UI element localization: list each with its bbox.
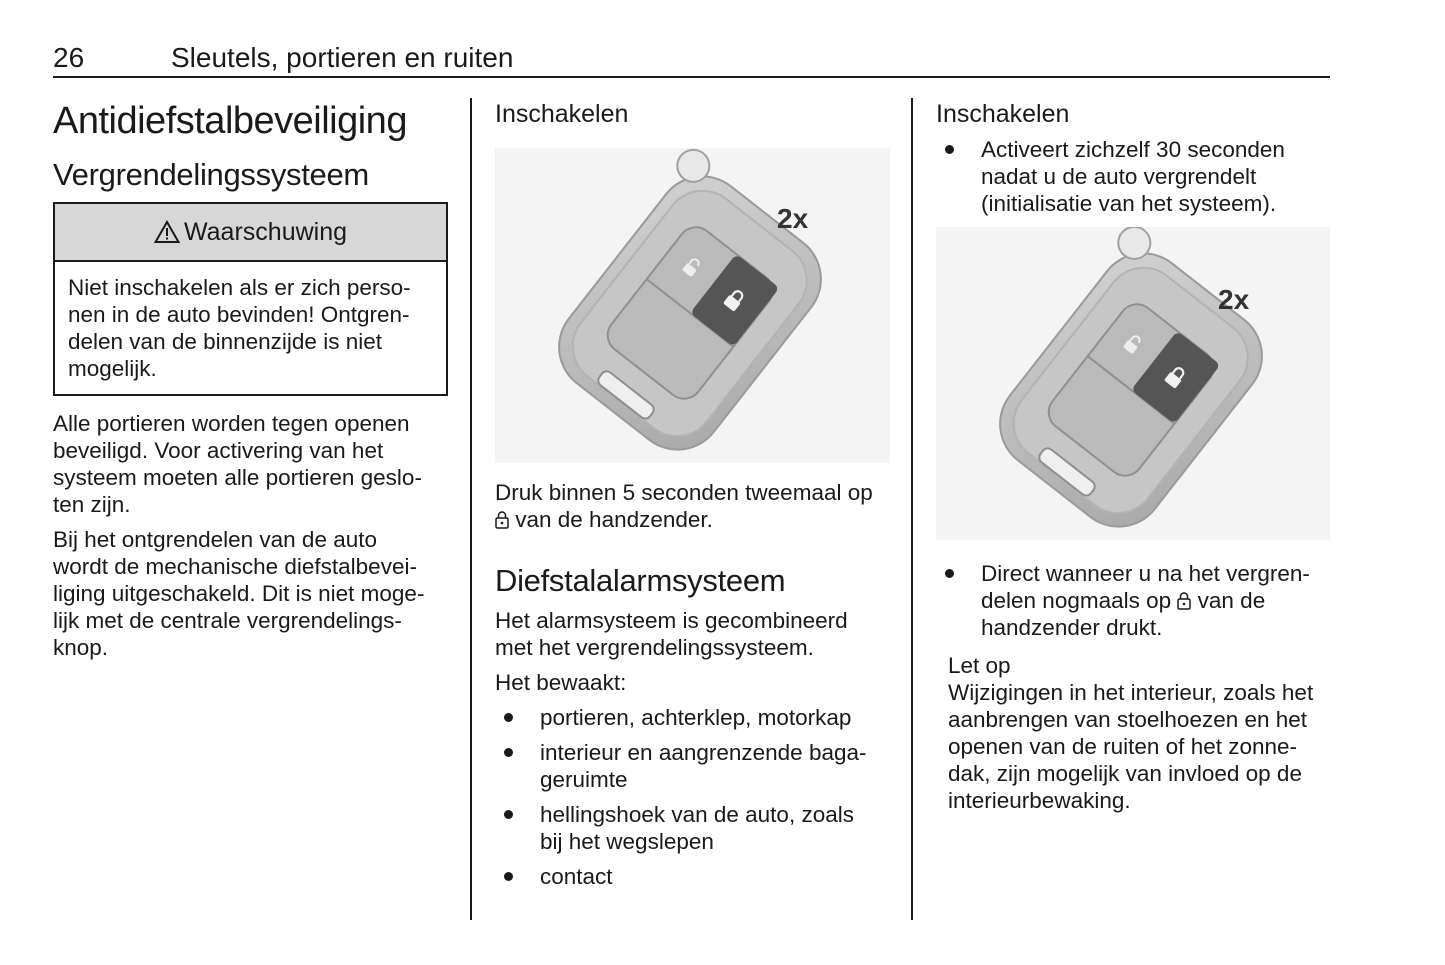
text-line: beveiligd. Voor activering van het xyxy=(53,438,384,463)
text-line: Wijzigingen in het interieur, zoals het xyxy=(948,680,1314,705)
text-line: systeem moeten alle portieren geslo- xyxy=(53,465,422,490)
text-line: nen in de auto bevinden! Ontgren- xyxy=(68,302,410,327)
section-heading: Inschakelen xyxy=(936,100,1070,128)
car-key-remote-icon xyxy=(495,148,890,463)
paragraph xyxy=(495,607,890,661)
warning-label: Waarschuwing xyxy=(183,217,348,246)
text-line: Het alarmsysteem is gecombineerd xyxy=(495,608,848,633)
subsection-title: Vergrendelingssysteem xyxy=(53,157,369,192)
warning-triangle-icon xyxy=(154,220,180,244)
paragraph xyxy=(53,410,448,518)
column-middle xyxy=(495,98,890,890)
car-key-remote-icon xyxy=(936,227,1330,540)
activation-list xyxy=(936,136,1330,217)
press-count-label: 2x xyxy=(1218,284,1250,315)
warning-text xyxy=(55,262,446,394)
list-item: hellingshoek van de auto, zoals bij het wegslepen xyxy=(495,801,890,855)
column-divider xyxy=(470,98,472,920)
column-right xyxy=(936,98,1330,814)
list-item: interieur en aangrenzende baga- geruimte xyxy=(495,739,890,793)
text-line: ten zijn. xyxy=(53,492,131,517)
note-block xyxy=(936,652,1330,814)
text-line: met het vergrendelingssysteem. xyxy=(495,635,814,660)
text-line: lijk met de centrale vergrendelings- xyxy=(53,608,402,633)
text-line: Niet inschakelen als er zich perso- xyxy=(68,275,411,300)
text-line: aanbrengen van stoelhoezen en het xyxy=(948,707,1308,732)
text-line: liging uitgeschakeld. Dit is niet moge- xyxy=(53,581,425,606)
text-line: openen van de ruiten of het zonne- xyxy=(948,734,1298,759)
text-line: wordt de mechanische diefstalbevei- xyxy=(53,554,417,579)
text-line: mogelijk. xyxy=(68,356,157,381)
text-line: knop. xyxy=(53,635,109,660)
text-line: Alle portieren worden tegen openen xyxy=(53,411,410,436)
warning-header xyxy=(55,204,446,262)
section-title: Antidiefstalbeveiliging xyxy=(53,100,407,142)
monitors-label: Het bewaakt: xyxy=(495,670,627,695)
list-item: Direct wanneer u na het vergren- delen nogmaals op van de handzender drukt. xyxy=(936,560,1330,641)
press-count-label: 2x xyxy=(777,203,809,234)
section-heading: Inschakelen xyxy=(495,100,629,128)
column-divider xyxy=(911,98,913,920)
page-number: 26 xyxy=(53,42,85,73)
figure-caption xyxy=(495,479,890,533)
note-title: Let op xyxy=(948,653,1011,678)
lock-icon xyxy=(1177,591,1191,611)
chapter-title: Sleutels, portieren en ruiten xyxy=(171,42,514,73)
text-line: delen van de binnenzijde is niet xyxy=(68,329,382,354)
list-item: portieren, achterklep, motorkap xyxy=(495,704,890,731)
column-left xyxy=(53,98,448,661)
page-header xyxy=(53,40,1330,78)
monitored-list xyxy=(495,704,890,890)
text-line: interieurbewaking. xyxy=(948,788,1131,813)
text-line: Druk binnen 5 seconden tweemaal op xyxy=(495,480,873,505)
lock-icon xyxy=(495,510,509,530)
text-line xyxy=(495,506,890,533)
list-item: contact xyxy=(495,863,890,890)
list-item: Activeert zichzelf 30 seconden nadat u de auto vergrendelt (initialisatie van het systeem). xyxy=(936,136,1330,217)
text-line: Bij het ontgrendelen van de auto xyxy=(53,527,377,552)
paragraph xyxy=(53,526,448,661)
activation-list xyxy=(936,560,1330,641)
section-title: Diefstalalarmsysteem xyxy=(495,563,786,598)
caption-text: van de handzender. xyxy=(509,507,713,532)
text-line: dak, zijn mogelijk van invloed op de xyxy=(948,761,1302,786)
warning-box xyxy=(53,202,448,396)
